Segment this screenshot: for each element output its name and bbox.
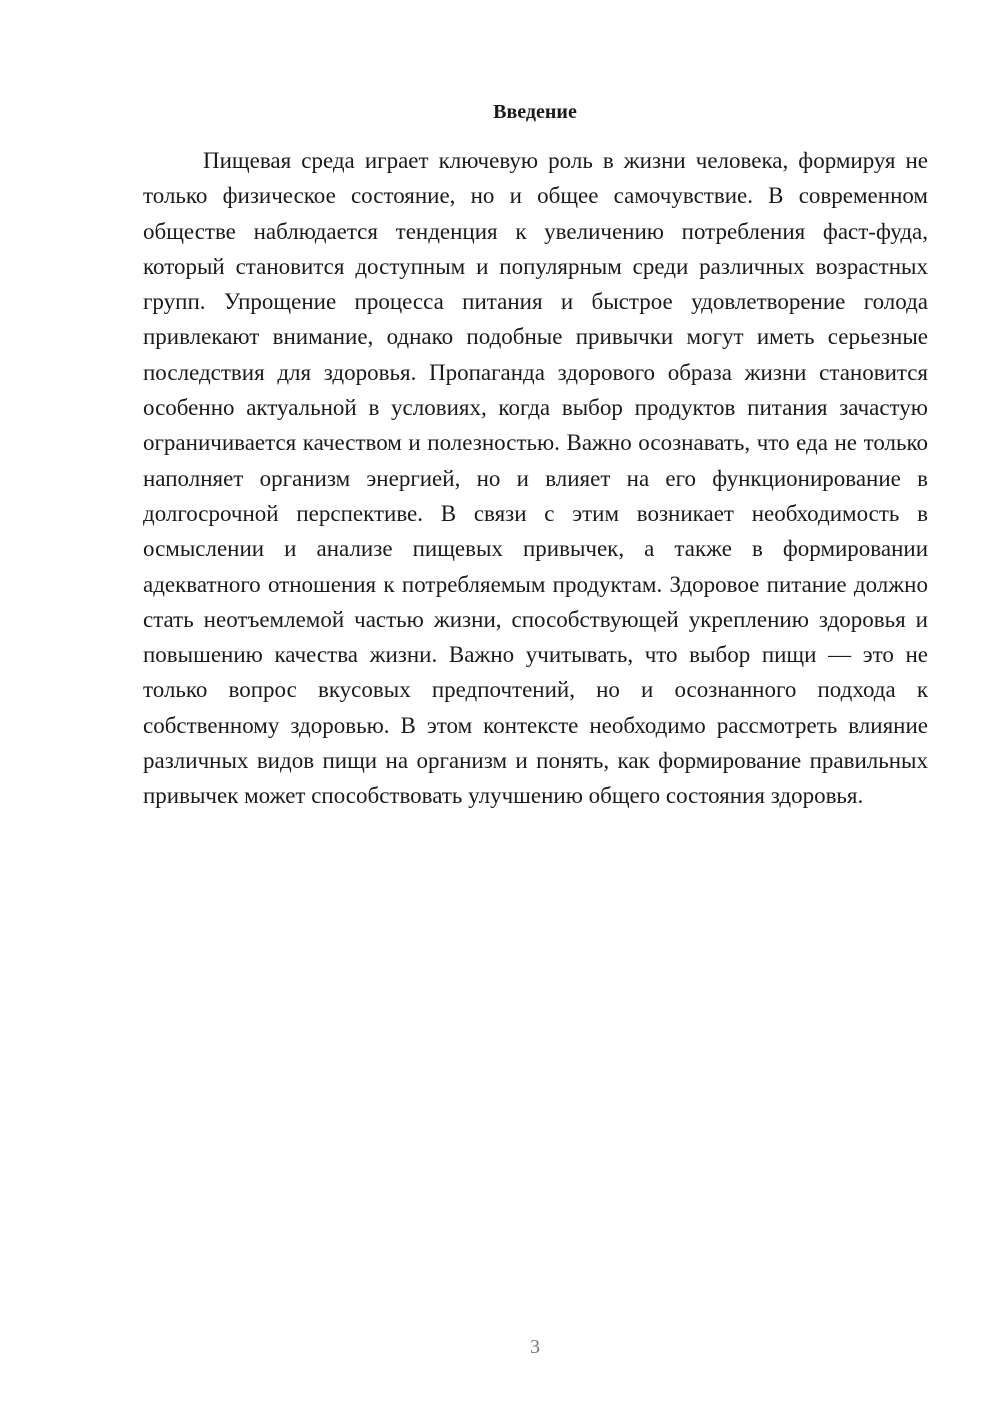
page-number: 3: [530, 1336, 540, 1358]
body-paragraph: Пищевая среда играет ключевую роль в жизни человека, формируя не только физическое состояние, но и общее самочувствие. В современном обществе наблюдается тенденция к увеличению потребления фаст-фуда, который становится доступным и популярным среди различных возрастных групп. Упрощение процесса питания и быстрое удовлетворение голода привлекают внимание, однако подобные привычки могут иметь серьезные последствия для здоровья. Пропаганда здорового образа жизни становится особенно актуальной в условиях, когда выбор продуктов питания зачастую ограничивается качеством и полезностью. Важно осознавать, что еда не только наполняет организм энергией, но и влияет на его функционирование в долгосрочной перспективе. В связи с этим возникает необходимость в осмыслении и анализе пищевых привычек, а также в формировании адекватного отношения к потребляемым продуктам. Здоровое питание должно стать неотъемлемой частью жизни, способствующей укреплению здоровья и повышению качества жизни. Важно учитывать, что выбор пищи — это не только вопрос вкусовых предпочтений, но и осознанного подхода к собственному здоровью. В этом контексте необходимо рассмотреть влияние различных видов пищи на организм и понять, как формирование правильных привычек может способствовать улучшению общего состояния здоровья.: [143, 148, 928, 809]
section-heading: Введение: [493, 101, 577, 123]
